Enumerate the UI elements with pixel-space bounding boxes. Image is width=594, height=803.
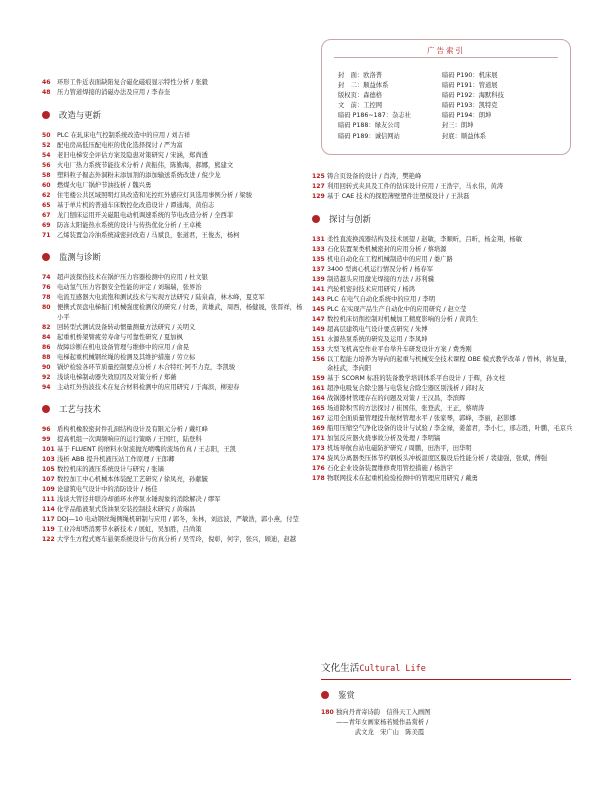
toc-entry	[42, 363, 304, 373]
toc-entry	[42, 131, 304, 141]
toc-page-number: 141	[312, 285, 325, 293]
toc-entry	[312, 424, 574, 434]
toc-page-number: 147	[312, 315, 325, 323]
toc-page-number: 180	[321, 709, 334, 716]
toc-page-number: 111	[42, 496, 55, 503]
toc-page-number: 71	[42, 231, 51, 239]
toc-page-number: 156	[312, 355, 325, 363]
toc-entry	[42, 455, 304, 465]
toc-entry-title: 环形工件近表面缺陷复合磁化磁痕显示特性分析 / 张毅	[57, 79, 208, 86]
toc-entry	[42, 373, 304, 383]
toc-entry-title: 锅炉检验各环节质量控制要点分析 / 木合特红·阿不力克，李凯骏	[57, 363, 236, 371]
toc-entry-title: 配电房高低压配电柜的优化选择探讨 / 严为富	[57, 141, 183, 149]
toc-entry	[312, 414, 574, 424]
ad-index-item: 文 前：工控网	[338, 102, 383, 110]
toc-entry	[312, 384, 574, 394]
ad-index-item: 封 面：欧洛普	[338, 72, 383, 79]
toc-entry-title: 盾构机橡胶密封件孔洞结构设计及有限元分析 / 戴红峰	[57, 426, 208, 433]
toc-page-number: 67	[42, 211, 51, 219]
toc-page-number: 69	[42, 221, 51, 229]
ad-index-item: 暗码 P194：朗坤	[442, 112, 492, 120]
toc-entry-title: PLC 在轧床电气控制系统改造中的应用 / 刘吉祥	[57, 131, 191, 139]
toc-entry-title: 机场导航台站电磁防护研究 / 周鹏，田浩平，田华明	[327, 445, 472, 452]
section-header	[42, 109, 304, 121]
toc-page-number: 117	[42, 516, 55, 523]
toc-entry	[42, 465, 304, 475]
toc-entry-title: 化学品船液泵式货油泵安装控制技术研究 / 黄瑞昌	[57, 506, 196, 513]
ad-index-divider	[334, 57, 558, 58]
toc-entry-title: 机电自动化在工程机械制造中的应用 / 娄广路	[327, 255, 453, 263]
toc-page-number: 56	[42, 161, 51, 169]
cultural-life-title-en: Cultural Life	[359, 664, 426, 674]
toc-entry	[312, 394, 574, 404]
toc-entry-title: 论建筑电气设计中的消防设计 / 杨佳	[57, 486, 158, 493]
toc-entry	[312, 464, 574, 474]
section-title: 探讨与创新	[329, 213, 371, 224]
section-title: 监测与诊断	[59, 252, 101, 262]
toc-page-number: 153	[312, 345, 325, 353]
toc-entry	[312, 454, 574, 464]
ad-index-item: 暗码 P192：海默科技	[442, 92, 504, 100]
toc-entry	[312, 355, 574, 374]
toc-page-number: 161	[312, 385, 325, 392]
toc-page-number: 80	[42, 304, 51, 311]
toc-page-number: 167	[312, 415, 325, 422]
toc-entry-title: PLC 在电气自动化系统中的应用 / 李明	[327, 295, 435, 303]
toc-entry	[42, 333, 304, 343]
toc-entry-title: 基于 FLUENT 的磨料水射流抛光喷嘴的流场仿真 / 王志阳，王凯	[57, 446, 236, 453]
toc-entry-title: ——青年女画家杨若媛作品赏析 /	[336, 719, 429, 726]
toc-page-number: 125	[312, 173, 325, 180]
toc-page-number: 60	[42, 181, 51, 189]
toc-entry-title: 基于 CAE 技术的探腔薄壁塑件注塑模设计 / 王洪磊	[327, 193, 470, 200]
toc-entry	[42, 353, 304, 363]
toc-entry	[312, 172, 574, 182]
toc-entry-title: 塑料粒子掘态外洞粉末添加剂的添加输送系统改进 / 倪少龙	[57, 171, 221, 179]
cultural-life-title-cn: 文化生活	[321, 663, 360, 674]
toc-page-number: 99	[42, 436, 51, 443]
toc-entry	[42, 293, 304, 303]
toc-entry	[312, 235, 574, 245]
section-header	[42, 403, 304, 415]
toc-page-number: 159	[312, 375, 325, 382]
toc-entry	[42, 383, 304, 393]
toc-page-number: 76	[42, 284, 51, 291]
toc-page-number: 131	[312, 235, 325, 243]
toc-entry-title: 石化装置泵类机械密封的应用分析 / 蔡培源	[327, 245, 447, 253]
toc-entry	[321, 708, 571, 718]
toc-page-number: 176	[312, 465, 325, 472]
toc-page-number: 88	[42, 353, 51, 361]
toc-entry	[312, 434, 574, 444]
bullet-dot-icon	[42, 111, 50, 119]
toc-entry	[42, 495, 304, 505]
toc-entry	[42, 343, 304, 353]
toc-page-number: 101	[42, 446, 55, 453]
toc-entry-title: 龙门刨床运用开关磁阻电动机调速系统的节电改造分析 / 全西菲	[57, 211, 234, 219]
toc-page-number: 52	[42, 141, 51, 149]
toc-page-number: 178	[312, 475, 325, 482]
ad-index-item: 暗码 P188：绿友公司	[338, 122, 400, 130]
ad-index-box	[321, 39, 571, 155]
ad-index-item: 暗码 P193：凯特克	[442, 102, 498, 110]
right-column	[312, 172, 574, 484]
toc-entry	[312, 325, 574, 335]
toc-entry	[42, 475, 304, 485]
toc-page-number: 145	[312, 305, 325, 313]
toc-entry-title: 船用压缩空气净化设备的设计与试验 / 李金禄，姜蕾君，李小仁，邢志胜，叶鹏，毛京兵	[327, 425, 573, 432]
toc-entry	[42, 141, 304, 151]
toc-page-number: 92	[42, 373, 51, 381]
toc-page-number: 46	[42, 79, 51, 86]
toc-entry	[42, 435, 304, 445]
toc-entry-title: 数控机床的液压系统设计与研究 / 张镝	[57, 466, 164, 473]
toc-entry	[42, 201, 304, 211]
toc-entry	[312, 305, 574, 315]
toc-entry-title: 便携式误盘电梯振门机械强度检测仪的研究 / 付勇，黄雄武，周西，杨健晟，张晋祥，杨小平	[57, 304, 303, 321]
toc-page-number: 171	[312, 435, 325, 442]
ad-index-item: 暗码 P186~187：杂志社	[338, 112, 411, 120]
toc-entry	[42, 525, 304, 535]
toc-entry	[312, 265, 574, 275]
section-title: 工艺与技术	[59, 404, 101, 414]
toc-entry	[42, 515, 304, 525]
cultural-life-rule	[321, 679, 571, 680]
toc-entry	[312, 374, 574, 384]
toc-entry-title: 大型飞机高空作业平台举升车研发设计方案 / 费秀刚	[327, 345, 472, 353]
toc-entry-title: 大学生方程式赛车悬架系统设计与仿真分析 / 吴雪玲，倪彰，何宇，张兴，顾迪，赵越	[57, 536, 297, 543]
toc-entry	[42, 535, 304, 545]
toc-entry-title: 超声波探伤技术在锅炉压力容器检测中的应用 / 杜文银	[57, 274, 208, 281]
toc-page-number: 105	[42, 466, 55, 473]
ad-index-item: 封三：朗坤	[442, 122, 474, 130]
toc-entry	[312, 315, 574, 325]
ad-index-item: 封底：顺益体系	[442, 132, 487, 140]
toc-entry-title: 浅谈大管径井联冷却循环水停泵水锤现象的消除解决 / 缪军	[57, 496, 221, 503]
toc-page-number: 174	[312, 455, 325, 462]
toc-entry	[312, 295, 574, 305]
toc-entry	[42, 78, 304, 88]
toc-page-number: 103	[42, 456, 55, 463]
toc-entry	[312, 182, 574, 192]
toc-entry-title: 铸合页设备的设计 / 肖涛，樊艳峰	[327, 173, 422, 180]
toc-entry-title: DDJ—10 电动钢丝绳侧绳机研制与应用 / 郭冬，朱林，刘远波，严敏浩，郭小燕，付莹	[57, 516, 299, 523]
bullet-dot-icon	[312, 215, 320, 223]
toc-entry-title: 超高层建筑电气设计要点研究 / 朱博	[327, 325, 428, 333]
toc-entry	[312, 335, 574, 345]
appreciation-entries	[321, 708, 571, 738]
toc-page-number: 173	[312, 445, 325, 452]
toc-entry-title: 防冻太阳能热水系统的设计与传热优化分析 / 王卓桃	[57, 221, 202, 229]
bullet-dot-icon	[42, 253, 50, 261]
toc-entry-title: 电流互感器大电流饱和测试技术与实现方法研究 / 陆泉森，林木峰，夏克军	[57, 294, 265, 301]
cultural-life-heading	[321, 660, 571, 674]
toc-entry-title: 回转型式测试设备转动惯量测量方法研究 / 关明义	[57, 323, 196, 331]
toc-entry-title: 战锅器材管理存在的问题及对策 / 王汉昌，李滨辉	[327, 395, 466, 402]
toc-entry	[42, 88, 304, 98]
ad-index-title: 广告索引	[427, 46, 465, 55]
section-title: 鉴赏	[338, 690, 355, 700]
toc-entry	[42, 151, 304, 161]
toc-entry-title: 基于单片机的普通车床数控化改造设计 / 谭通海，黄伯志	[57, 201, 215, 209]
toc-entry	[42, 181, 304, 191]
toc-entry-title: 汽轮机密封技术应用研究 / 杨鸿	[327, 285, 415, 293]
toc-page-number: 109	[42, 486, 55, 493]
toc-entry-title: 起重机桥架臂疲劳寿命与可靠性研究 / 夏加枫	[57, 333, 183, 341]
toc-entry-title: 故障诊断在机电设备管理与维修中的应用 / 俞晃	[57, 343, 190, 351]
toc-entry	[312, 255, 574, 265]
toc-entry	[42, 171, 304, 181]
toc-entry-title: 主动红外热波技术在复合材料检测中的应用研究 / 于海滨，柳迎春	[57, 383, 240, 391]
toc-entry-title: 乙烯装置急冷油系统减密封改造 / 马斌良，张道君，王俊杰，杨柯	[57, 231, 240, 239]
toc-page-number: 127	[312, 183, 325, 190]
toc-entry-title: 武文龙 宋广山 陈美霞	[336, 729, 425, 736]
toc-entry-title: 水源热泵系统的研究及运用 / 李凤坤	[327, 335, 428, 343]
toc-entry	[312, 285, 574, 295]
toc-entry-title: 以工程能力培养为导向的起重与机械安全技术课程 OBE 模式教学改革 / 曾林，蒋复量，余桂武，李向阳	[327, 355, 571, 372]
toc-entry-title: 运用全面质量管理提升航材管理水平 / 张家琴，郭峰，李丽，赵影娜	[327, 415, 516, 422]
ad-index-item: 版权页：森德格	[338, 92, 383, 100]
toc-entry	[42, 161, 304, 171]
toc-entry	[42, 231, 304, 241]
toc-page-number: 139	[312, 275, 325, 283]
bullet-dot-icon	[321, 691, 329, 699]
toc-page-number: 165	[312, 405, 325, 412]
section-header	[42, 251, 304, 263]
toc-page-number: 65	[42, 201, 51, 209]
left-column	[42, 78, 304, 545]
toc-page-number: 84	[42, 333, 51, 341]
toc-entry-title: PLC 在实现产品生产自动化中的应用研究 / 赵立莹	[327, 305, 467, 313]
toc-entry-title: 浅析 ABB 提升机液压站工作原理 / 王郎卿	[57, 456, 175, 463]
toc-entry-title: 电动氢气压力容器安全性能的评定 / 刘瑞瑞，张界治	[57, 284, 202, 291]
toc-page-number: 90	[42, 363, 51, 371]
toc-page-number: 149	[312, 325, 325, 333]
toc-entry	[42, 323, 304, 333]
toc-page-number: 137	[312, 265, 325, 273]
toc-entry-title: 加氢反应器火烧事故分析及处理 / 李明镐	[327, 435, 441, 442]
toc-entry-title: 住宅楼公共区域照明灯具改造和光控红外感应灯具选用事例分析 / 梁骏	[57, 191, 253, 199]
toc-page-number: 62	[42, 191, 51, 199]
toc-page-number: 122	[42, 536, 55, 543]
toc-page-number: 86	[42, 343, 51, 351]
toc-entry	[42, 445, 304, 455]
toc-page-number: 74	[42, 274, 51, 281]
toc-page-number: 143	[312, 295, 325, 303]
ad-index-grid	[338, 71, 572, 141]
toc-entry	[42, 191, 304, 201]
section-header	[312, 213, 574, 225]
toc-page-number: 151	[312, 335, 325, 343]
toc-entry	[42, 425, 304, 435]
toc-entry-title: 石化企业设备装置维修费用管控措施 / 杨浩宇	[327, 465, 453, 472]
toc-page-number: 169	[312, 425, 325, 432]
toc-entry	[42, 221, 304, 231]
toc-entry-title: 提高机组一次调频响应的运行策略 / 王国红，陆登科	[57, 436, 202, 443]
toc-entry	[312, 444, 574, 454]
toc-entry-title: 数控机床切削控制对机械加工精度影响的分析 / 黄鸿生	[327, 315, 478, 323]
toc-page-number: 133	[312, 245, 325, 253]
ad-index-item: 暗码 P190：机床展	[442, 72, 498, 79]
toc-entry-title: 制造越头应用激光焊接的方法 / 苏利骥	[327, 275, 434, 283]
ad-index-item: 封 二：顺益体系	[338, 82, 389, 90]
toc-entry	[312, 275, 574, 285]
toc-entry	[42, 505, 304, 515]
toc-entry-title: 3400 型离心机运行情况分析 / 杨春军	[327, 265, 434, 273]
toc-entry	[312, 345, 574, 355]
toc-entry-title: 场道除积雪的方法探讨 / 崔国伟，张登武，王正，蔡靖涛	[327, 405, 485, 412]
toc-entry	[312, 192, 574, 202]
toc-page-number	[321, 728, 336, 738]
toc-page-number: 135	[312, 255, 325, 263]
cultural-life-section	[321, 660, 571, 738]
toc-entry-title: 利用回转式夹具及工件的钻床设计应用 / 王浩宇，马永伟，黄涛	[327, 183, 504, 190]
toc-entry-title: 老旧电梯安全评估方案及隐患对策研究 / 宋涵，郑尚透	[57, 151, 208, 159]
toc-entry	[42, 303, 304, 322]
toc-page-number	[321, 718, 336, 728]
toc-entry-title: 压力管道焊接的消磁办法及应用 / 李春奎	[57, 89, 171, 96]
toc-page-number: 82	[42, 323, 51, 331]
toc-entry	[42, 485, 304, 495]
section-header-appreciation	[321, 689, 571, 701]
toc-page-number: 48	[42, 89, 51, 96]
bullet-dot-icon	[42, 405, 50, 413]
toc-page-number: 107	[42, 476, 55, 483]
toc-entry-title: 燃煤火电厂锅炉节油技析 / 魏兴勇	[57, 181, 152, 189]
toc-entry-title: 基于 SCORM 标准的装备教学培训体系平台设计 / 于辉，孙文柱	[327, 375, 506, 382]
toc-entry-title: 工业冷却塔消雾节水新技术 / 展虹，吴加胜，吕尚策	[57, 526, 202, 533]
toc-entry-title: 物联网技术在起重机检验检测中的管理应用研究 / 戴勇	[327, 475, 478, 482]
toc-entry-title: 柔性直流换流器结构及技术展望 / 赵敏，李顺昕，吕昕，杨金翔，杨敏	[327, 235, 523, 243]
section-title: 改造与更新	[59, 109, 101, 120]
toc-entry-title: 电梯起重机械钢丝绳的检测及其维护措施 / 劳立标	[57, 353, 196, 361]
toc-entry-title: 火电厂热力系统节能技术分析 / 黄振伟，陈勤海，郝娜，熊建文	[57, 161, 234, 169]
toc-entry-title: 浅谈电梯制动器失效原因及对策分析 / 郑薇	[57, 373, 177, 381]
toc-page-number: 114	[42, 506, 55, 513]
toc-entry	[42, 211, 304, 221]
toc-entry	[312, 474, 574, 484]
toc-page-number: 164	[312, 395, 325, 402]
toc-entry-title: 数控加工中心机械本体装配工艺研究 / 徐凤亮，孙献毓	[57, 476, 208, 483]
toc-entry	[312, 245, 574, 255]
toc-entry-title: 独向丹青寄诗韵 信得天工入画图	[336, 709, 431, 716]
toc-entry	[321, 728, 571, 738]
toc-entry	[312, 404, 574, 414]
toc-entry-title: 超净电吸复合除尘器与电袋复合除尘器区别浅析 / 邱时友	[327, 385, 485, 392]
ad-index-item: 暗码 P191：管道展	[442, 82, 498, 90]
ad-index-item: 暗码 P189：诚信网站	[338, 132, 400, 140]
toc-page-number: 78	[42, 294, 51, 301]
toc-entry	[42, 273, 304, 283]
toc-page-number: 119	[42, 526, 55, 533]
toc-page-number: 58	[42, 171, 51, 179]
toc-entry	[42, 283, 304, 293]
toc-entry	[321, 718, 571, 728]
toc-page-number: 94	[42, 383, 51, 391]
toc-page-number: 54	[42, 151, 51, 159]
toc-page-number: 50	[42, 131, 51, 139]
toc-page-number: 96	[42, 426, 51, 433]
toc-page-number: 129	[312, 193, 325, 200]
toc-entry-title: 旋风分离器类压体节约钢板头冲板温度区膜设后性能分析 / 裴建强，张斌，傅强	[327, 455, 548, 462]
